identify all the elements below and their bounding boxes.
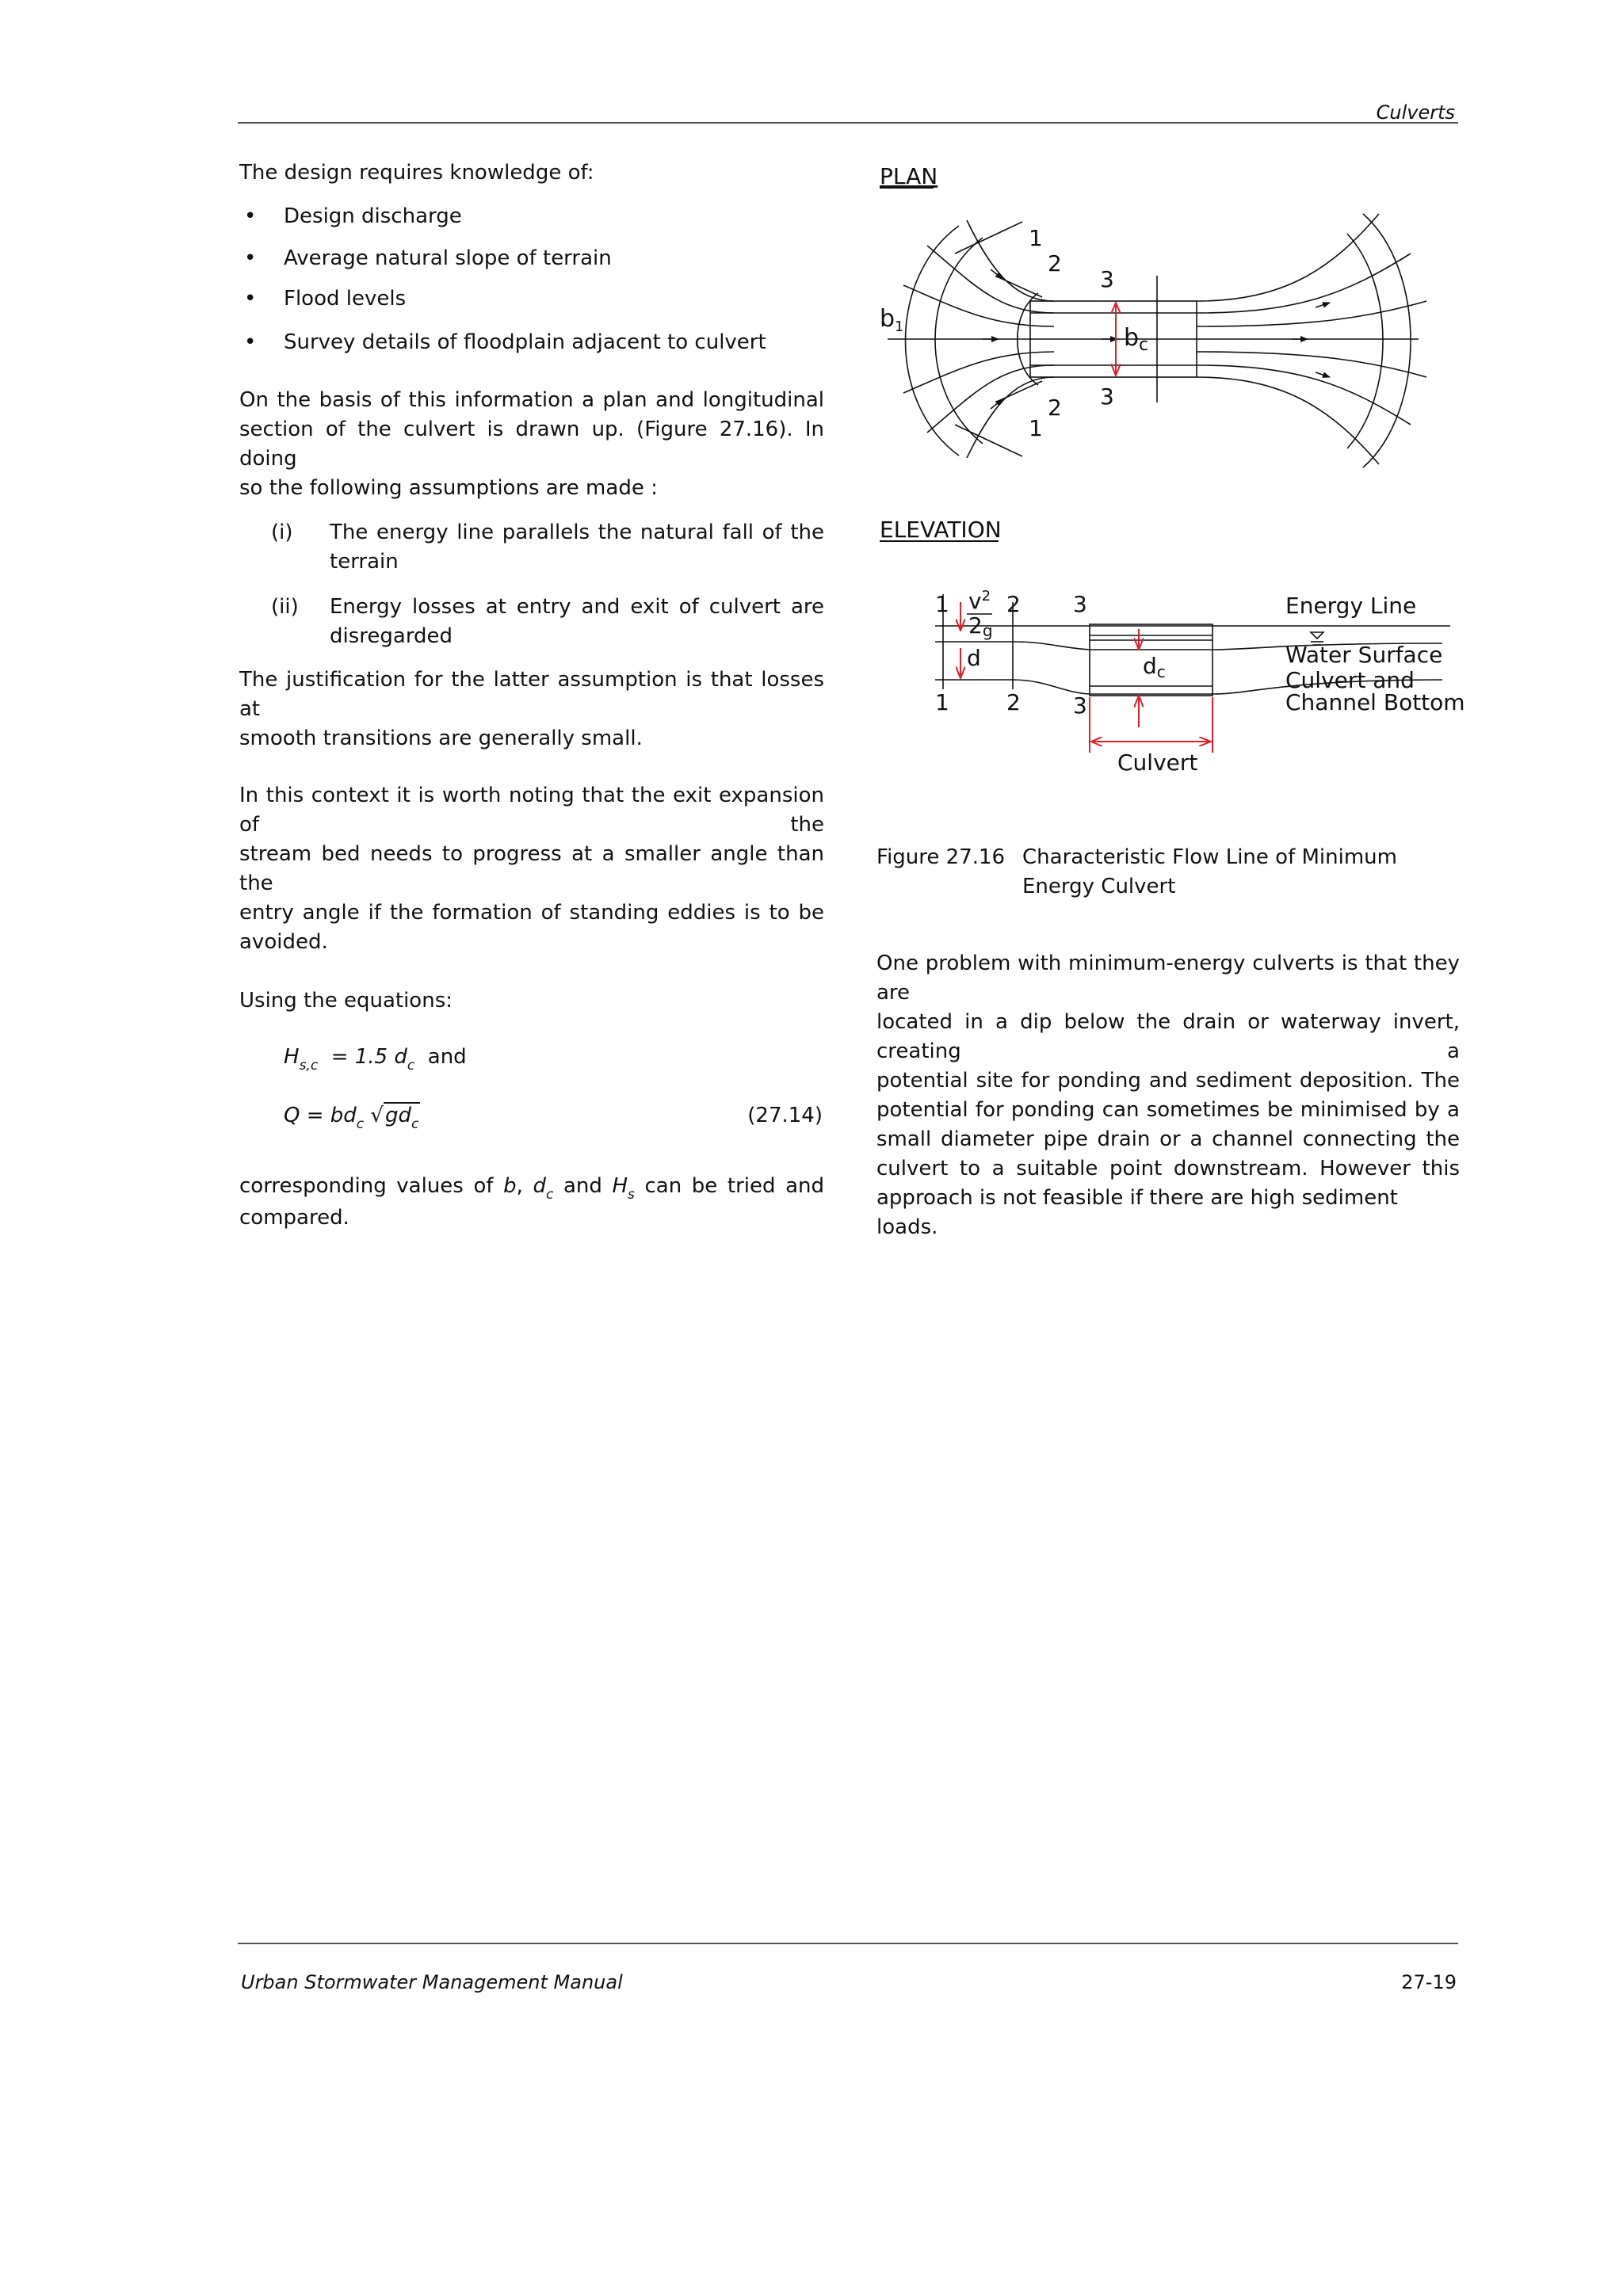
plan-streamline [1197, 214, 1379, 301]
plan-drawing [888, 214, 1426, 467]
plan-section-label: 3 [1100, 266, 1114, 292]
paragraph-line: small diameter pipe drain or a channel connecting the [876, 1127, 1460, 1151]
plan-section-label: 2 [1048, 395, 1062, 421]
text-run: , [516, 1174, 533, 1198]
paragraph-line: stream bed needs to progress at a smaller angle than the [239, 842, 824, 895]
using-equations-text: Using the equations: [239, 989, 453, 1013]
plan-section-1-line [955, 222, 1022, 254]
energy-line-label: Energy Line [1285, 593, 1417, 619]
list-item-text: Flood levels [284, 287, 407, 311]
plan-equipotential [1363, 214, 1411, 467]
plan-streamline [1197, 352, 1426, 377]
eq-expression: Q = bd [284, 1104, 357, 1127]
caption-line-1 [876, 843, 1397, 872]
header-rule [238, 122, 1458, 124]
eq-expression: = 1.5 d [330, 1045, 407, 1069]
plan-label: PLAN [880, 163, 938, 189]
list-item-text: Survey details of floodplain adjacent to culvert [284, 330, 766, 354]
flow-arrow-icon [1316, 303, 1330, 307]
list-item [239, 284, 824, 314]
bullet-icon: • [244, 287, 257, 311]
eq-subscript: s,c [299, 1058, 319, 1074]
plan-section-2-line [999, 277, 1042, 297]
assumption-number: (ii) [271, 595, 299, 619]
footer-rule [238, 1943, 1458, 1944]
list-item-text: Design discharge [284, 204, 462, 228]
elevation-label: ELEVATION [880, 517, 1002, 543]
equation-27-14 [239, 1101, 824, 1133]
elevation-section-label: 3 [1073, 692, 1087, 719]
plan-streamline [903, 352, 1054, 393]
eq-subscript: c [356, 1116, 365, 1132]
plan-equipotential [935, 238, 983, 444]
list-item [239, 202, 824, 231]
page-number: 27-19 [1401, 1971, 1457, 1993]
eq-subscript: c [407, 1058, 415, 1074]
var-h: H [612, 1174, 628, 1198]
assumption-line: Energy losses at entry and exit of culvert are [330, 595, 824, 619]
water-surface-label: Water Surface [1285, 642, 1443, 668]
assumption-line: disregarded [330, 624, 453, 648]
plan-b1-label: $b_1$ [880, 305, 904, 335]
elevation-section-label: 1 [935, 591, 949, 617]
dc-label: dc [1143, 653, 1166, 681]
paragraph-line [239, 1172, 824, 1203]
paragraph-line: approach is not feasible if there are high sediment loads. [876, 1186, 1398, 1239]
paragraph-line: avoided. [239, 930, 328, 954]
assumption-line: terrain [330, 550, 399, 574]
assumption-item [239, 518, 824, 577]
culvert-label: Culvert [1117, 749, 1198, 776]
plan-section-1-line [955, 425, 1022, 456]
paragraph-line: potential site for ponding and sediment deposition. The [876, 1069, 1460, 1093]
elevation-section-label: 3 [1073, 591, 1087, 617]
channel-bottom-label: Channel Bottom [1285, 689, 1465, 715]
paragraph-line: so the following assumptions are made : [239, 476, 658, 500]
plan-bc-label: $b_c$ [1124, 324, 1149, 355]
depth-label: d [967, 645, 981, 671]
list-item-text: Average natural slope of terrain [284, 246, 612, 270]
caption-number: Figure 27.16 [876, 845, 1006, 869]
footer-manual-title: Urban Stormwater Management Manual [241, 1971, 623, 1993]
paragraph-line: One problem with minimum-energy culverts is that they are [876, 952, 1460, 1005]
plan-section-label: 3 [1100, 383, 1114, 410]
list-item [239, 244, 824, 273]
var-d: d [533, 1174, 546, 1198]
eq-radicand: gd [385, 1104, 412, 1127]
plan-streamline [927, 246, 1054, 313]
var-subscript: c [546, 1187, 554, 1203]
assumption-number: (i) [271, 521, 293, 544]
elevation-section-label: 2 [1006, 591, 1021, 617]
text-run: and [553, 1174, 613, 1198]
bullet-icon: • [244, 204, 257, 228]
elevation-section-label: 1 [935, 689, 949, 715]
plan-streamline [1197, 365, 1411, 425]
equation-number: (27.14) [747, 1104, 823, 1127]
eq-symbol: H [284, 1045, 300, 1069]
paragraph-line: On the basis of this information a plan and longitudinal [239, 388, 824, 412]
paragraph-line: culvert to a suitable point downstream. However this [876, 1157, 1460, 1180]
equation-hsc [239, 1043, 824, 1074]
velocity-head-denominator: 2g [968, 612, 993, 640]
caption-line-2: Energy Culvert [1022, 875, 1176, 898]
water-surface-icon [1311, 632, 1323, 639]
list-item [239, 328, 824, 357]
intro-text: The design requires knowledge of: [239, 161, 594, 185]
plan-streamline [1197, 254, 1411, 313]
paragraph-plan-section [239, 386, 824, 503]
eq-subscript: c [411, 1116, 419, 1132]
plan-section-2-line [999, 381, 1042, 401]
left-column [239, 158, 824, 1233]
paragraph-line: In this context it is worth noting that the exit expansion of the [239, 784, 824, 837]
plan-equipotential [906, 226, 960, 456]
plan-streamline [903, 285, 1054, 326]
bullet-icon: • [244, 330, 257, 354]
plan-streamline [1197, 301, 1426, 326]
var-b: b [503, 1174, 517, 1198]
plan-streamline [1197, 377, 1379, 464]
paragraph-line: entry angle if the formation of standing eddies is to be [239, 901, 824, 925]
plan-section-label: 1 [1029, 225, 1043, 251]
paragraph-line: compared. [239, 1206, 349, 1230]
paragraph-line: located in a dip below the drain or waterway invert, creating a [876, 1010, 1460, 1063]
paragraph-line: section of the culvert is drawn up. (Figure 27.16). In doing [239, 418, 824, 471]
figure-caption [876, 843, 1397, 902]
elevation-section-label: 2 [1006, 689, 1021, 715]
culvert-diagram [872, 151, 1474, 800]
plan-equipotential [1347, 234, 1383, 448]
caption-text: Characteristic Flow Line of Minimum [1022, 845, 1397, 869]
plan-section-label: 1 [1029, 415, 1043, 441]
assumption-line: The energy line parallels the natural fall of the [330, 521, 824, 544]
assumption-item [239, 593, 824, 651]
paragraph-corresponding [239, 1172, 824, 1233]
running-header: Culverts [1376, 101, 1455, 124]
velocity-head-label: $v^2$ [968, 588, 991, 614]
paragraph-line: potential for ponding can sometimes be minimised by a [876, 1098, 1460, 1122]
paragraph-line: The justification for the latter assumption is that losses at [239, 668, 824, 721]
eq-conjunction: and [427, 1045, 467, 1069]
knowledge-list [239, 202, 824, 357]
sqrt-radicand [384, 1102, 420, 1132]
paragraph-exit-expansion [239, 781, 824, 957]
culvert-and-label: Culvert and [1285, 667, 1415, 693]
var-subscript: s [628, 1187, 635, 1203]
paragraph-ponding [876, 949, 1460, 1242]
bullet-icon: • [244, 246, 257, 270]
paragraph-justification [239, 666, 824, 753]
sqrt-icon: √ [370, 1104, 384, 1127]
plan-section-label: 2 [1048, 250, 1062, 277]
text-run: can be tried and [634, 1174, 824, 1198]
text-run: corresponding values of [239, 1174, 504, 1198]
flow-arrow-icon [1316, 372, 1330, 377]
paragraph-line: smooth transitions are generally small. [239, 727, 643, 750]
